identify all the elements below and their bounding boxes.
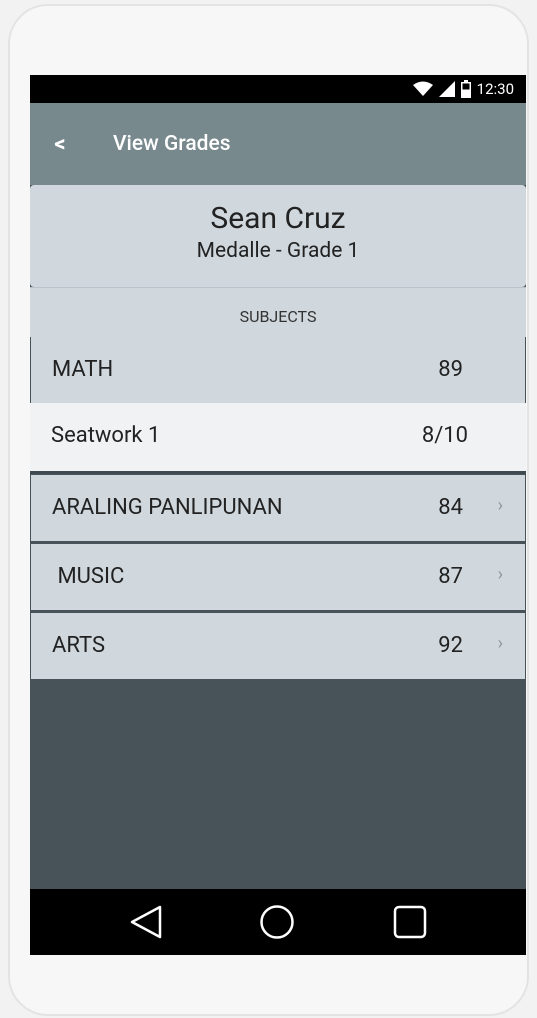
subject-name: MATH	[52, 357, 114, 382]
back-triangle-icon[interactable]	[128, 904, 164, 940]
chevron-right-icon: ›	[497, 633, 503, 654]
subjects-header: SUBJECTS	[30, 287, 526, 337]
subject-name: ARTS	[52, 633, 106, 658]
subject-row-math[interactable]	[31, 337, 525, 403]
subject-row-music[interactable]	[31, 544, 525, 610]
student-name: Sean Cruz	[210, 201, 346, 236]
battery-icon	[461, 80, 471, 98]
chevron-right-icon: ›	[497, 495, 503, 516]
status-bar	[30, 75, 526, 103]
divider	[30, 471, 526, 474]
assessment-row-seatwork-1[interactable]	[30, 403, 526, 471]
page-title: View Grades	[113, 132, 231, 156]
wifi-icon	[413, 81, 433, 97]
status-time: 12:30	[476, 80, 514, 98]
recents-square-icon[interactable]	[392, 904, 428, 940]
subject-row-arts[interactable]	[31, 613, 525, 679]
cellular-signal-icon	[439, 81, 455, 97]
subject-grade: 87	[438, 564, 463, 589]
student-card	[30, 185, 526, 287]
subject-grade: 84	[438, 495, 463, 520]
phone-screen	[30, 75, 526, 955]
subject-name: MUSIC	[52, 564, 125, 589]
assessment-name: Seatwork 1	[51, 423, 161, 448]
assessment-score: 8/10	[421, 423, 468, 448]
home-circle-icon[interactable]	[259, 904, 295, 940]
subject-name: ARALING PANLIPUNAN	[52, 495, 283, 520]
app-bar	[30, 103, 526, 185]
subject-grade: 92	[438, 633, 463, 658]
navigation-bar	[30, 889, 526, 955]
student-school-grade: Medalle - Grade 1	[196, 239, 360, 263]
back-arrow-icon[interactable]: <	[54, 131, 66, 157]
chevron-right-icon: ›	[497, 564, 503, 585]
device-frame	[8, 4, 529, 1016]
subject-row-araling-panlipunan[interactable]	[31, 475, 525, 541]
subject-grade: 89	[438, 357, 463, 382]
